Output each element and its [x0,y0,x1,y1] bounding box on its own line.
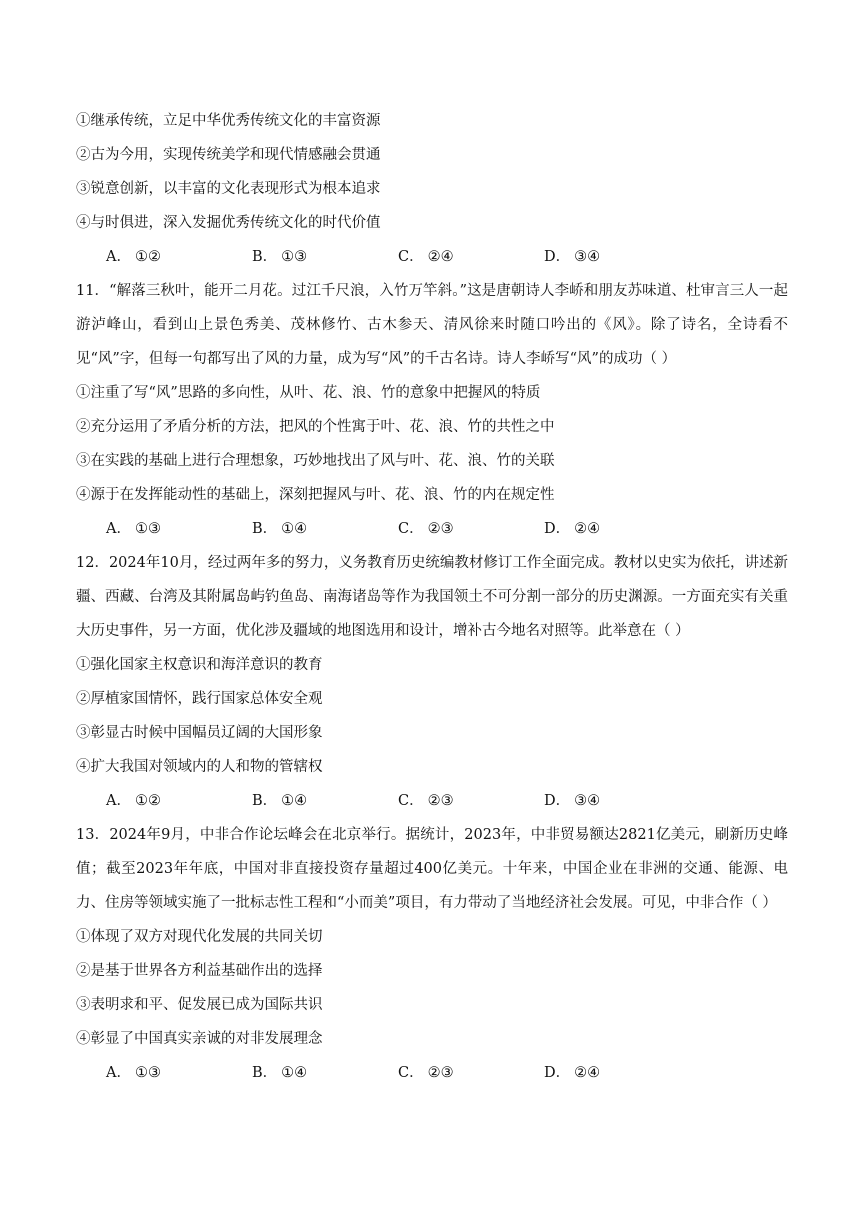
answer-choices [76,512,788,546]
choice-b[interactable]: B． ①④ [252,521,308,537]
choice-d[interactable]: D． ②④ [544,1065,601,1081]
option-2: ②是基于世界各方利益基础作出的选择 [76,963,323,979]
answer-choices [76,240,788,274]
option-3: ③表明求和平、促发展已成为国际共识 [76,997,323,1013]
option-1: ①强化国家主权意识和海洋意识的教育 [76,657,323,673]
option-1: ①体现了双方对现代化发展的共同关切 [76,929,323,945]
choice-c[interactable]: C． ②③ [398,521,454,537]
option-2: ②厚植家国情怀，践行国家总体安全观 [76,691,323,707]
option-3: ③彰显古时候中国幅员辽阔的大国形象 [76,725,323,741]
choice-d[interactable]: D． ③④ [544,249,601,265]
option-2: ②古为今用，实现传统美学和现代情感融会贯通 [76,147,381,163]
choice-b[interactable]: B． ①③ [252,249,308,265]
question-10 [76,104,788,274]
choice-a[interactable]: A． ①② [106,249,161,265]
question-stem: 11．“解落三秋叶，能开二月花。过江千尺浪，入竹万竿斜。”这是唐朝诗人李峤和朋友苏味道、杜审言三人一起游泸峰山，看到山上景色秀美、茂林修竹、古木参天、清风徐来时随口吟出的《风》。除了诗名，全诗看不见“风”字，但每一句都写出了风的力量，成为写“风”的千古名诗。诗人李峤写“风”的成功（ ） [76,283,788,367]
choice-c[interactable]: C． ②③ [398,1065,454,1081]
choice-d[interactable]: D． ③④ [544,793,601,809]
choice-a[interactable]: A． ①③ [106,521,161,537]
top-margin [76,0,788,104]
question-12 [76,546,788,818]
option-1: ①继承传统，立足中华优秀传统文化的丰富资源 [76,113,381,129]
option-1: ①注重了写“风”思路的多向性，从叶、花、浪、竹的意象中把握风的特质 [76,385,541,401]
question-11 [76,274,788,546]
option-4: ④扩大我国对领域内的人和物的管辖权 [76,759,323,775]
choice-b[interactable]: B． ①④ [252,1065,308,1081]
question-stem: 13．2024年9月，中非合作论坛峰会在北京举行。据统计，2023年，中非贸易额达2821亿美元，刷新历史峰值；截至2023年年底，中国对非直接投资存量超过400亿美元。十年来，中国企业在非洲的交通、能源、电力、住房等领域实施了一批标志性工程和“小而美”项目，有力带动了当地经济社会发展。可见，中非合作（ ） [76,827,788,911]
choice-c[interactable]: C． ②③ [398,793,454,809]
option-4: ④源于在发挥能动性的基础上，深刻把握风与叶、花、浪、竹的内在规定性 [76,487,555,503]
answer-choices [76,1056,788,1090]
option-3: ③锐意创新，以丰富的文化表现形式为根本追求 [76,181,381,197]
choice-d[interactable]: D． ②④ [544,521,601,537]
choice-a[interactable]: A． ①② [106,793,161,809]
choice-b[interactable]: B． ①④ [252,793,308,809]
question-13 [76,818,788,1090]
answer-choices [76,784,788,818]
option-4: ④与时俱进，深入发掘优秀传统文化的时代价值 [76,215,381,231]
option-2: ②充分运用了矛盾分析的方法，把风的个性寓于叶、花、浪、竹的共性之中 [76,419,555,435]
choice-c[interactable]: C． ②④ [398,249,454,265]
option-4: ④彰显了中国真实亲诚的对非发展理念 [76,1031,323,1047]
option-3: ③在实践的基础上进行合理想象，巧妙地找出了风与叶、花、浪、竹的关联 [76,453,555,469]
question-stem: 12．2024年10月，经过两年多的努力，义务教育历史统编教材修订工作全面完成。教材以史实为依托，讲述新疆、西藏、台湾及其附属岛屿钓鱼岛、南海诸岛等作为我国领土不可分割一部分的历史渊源。一方面充实有关重大历史事件，另一方面，优化涉及疆域的地图选用和设计，增补古今地名对照等。此举意在（ ） [76,555,788,639]
choice-a[interactable]: A． ①③ [106,1065,161,1081]
